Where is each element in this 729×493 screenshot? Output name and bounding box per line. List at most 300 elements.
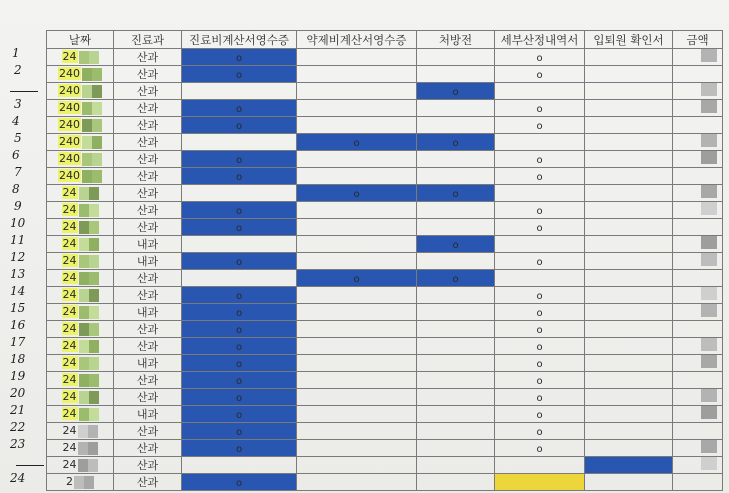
amount-cell xyxy=(673,372,723,389)
pharmacy-receipt-cell xyxy=(297,406,417,423)
dept-cell: 산과 xyxy=(114,117,182,134)
receipt-checklist-table xyxy=(46,30,723,491)
medical-receipt-cell xyxy=(182,440,297,457)
redacted-amount-icon xyxy=(701,185,717,198)
admission-certificate-cell xyxy=(585,83,673,100)
redacted-date-icon xyxy=(82,136,102,149)
handwritten-row-number: 23 xyxy=(10,437,26,451)
amount-cell xyxy=(673,117,723,134)
prescription-cell xyxy=(417,66,495,83)
amount-cell xyxy=(673,457,723,474)
date-cell xyxy=(47,151,114,168)
itemized-statement-cell xyxy=(495,474,585,491)
redacted-date-icon xyxy=(78,442,98,455)
date-cell xyxy=(47,304,114,321)
itemized-statement-cell xyxy=(495,304,585,321)
check-mark: o xyxy=(536,171,543,183)
date-cell xyxy=(47,406,114,423)
check-mark: o xyxy=(235,324,243,336)
check-mark: o xyxy=(536,307,543,319)
date-text: 24 xyxy=(62,356,77,370)
redacted-amount-icon xyxy=(701,151,717,164)
table-row xyxy=(47,83,723,100)
dept-cell: 산과 xyxy=(114,270,182,287)
handwritten-row-number: 12 xyxy=(10,250,26,264)
handwritten-row-number: 15 xyxy=(10,301,26,315)
prescription-cell xyxy=(417,168,495,185)
prescription-cell xyxy=(417,219,495,236)
medical-receipt-cell xyxy=(182,83,297,100)
table-row xyxy=(47,185,723,202)
date-text: 240 xyxy=(59,169,80,183)
amount-cell xyxy=(673,270,723,287)
table-row xyxy=(47,355,723,372)
redacted-amount-icon xyxy=(701,440,717,453)
date-text: 24 xyxy=(62,288,77,302)
table-row xyxy=(47,474,723,491)
medical-receipt-cell xyxy=(182,270,297,287)
date-cell xyxy=(47,49,114,66)
handwritten-row-number: 21 xyxy=(10,403,26,417)
medical-receipt-cell xyxy=(182,202,297,219)
table-row xyxy=(47,270,723,287)
handwritten-row-number: 7 xyxy=(14,165,22,179)
date-text: 24 xyxy=(62,458,77,472)
check-mark: o xyxy=(452,239,459,251)
check-mark: o xyxy=(235,120,243,132)
redacted-amount-icon xyxy=(701,134,717,147)
date-text: 24 xyxy=(62,441,77,455)
amount-cell xyxy=(673,321,723,338)
handwritten-dash xyxy=(10,91,38,92)
dept-cell: 산과 xyxy=(114,185,182,202)
date-text: 24 xyxy=(62,220,77,234)
amount-cell xyxy=(673,100,723,117)
date-text: 240 xyxy=(59,118,80,132)
date-text: 24 xyxy=(62,271,77,285)
dept-cell: 산과 xyxy=(114,423,182,440)
amount-cell xyxy=(673,134,723,151)
dept-cell: 산과 xyxy=(114,372,182,389)
redacted-date-icon xyxy=(82,153,102,166)
check-mark: o xyxy=(353,188,360,200)
medical-receipt-cell xyxy=(182,49,297,66)
check-mark: o xyxy=(536,103,543,115)
check-mark: o xyxy=(235,69,243,81)
itemized-statement-cell xyxy=(495,83,585,100)
date-text: 24 xyxy=(62,186,77,200)
redacted-date-icon xyxy=(79,255,99,268)
redacted-amount-icon xyxy=(701,83,717,96)
table-row xyxy=(47,457,723,474)
date-cell xyxy=(47,423,114,440)
itemized-statement-cell xyxy=(495,151,585,168)
amount-cell xyxy=(673,168,723,185)
date-cell xyxy=(47,134,114,151)
table-row xyxy=(47,151,723,168)
check-mark: o xyxy=(536,341,543,353)
handwritten-row-number: 14 xyxy=(10,284,26,298)
table-row xyxy=(47,168,723,185)
admission-certificate-cell xyxy=(585,304,673,321)
pharmacy-receipt-cell xyxy=(297,66,417,83)
prescription-cell xyxy=(417,372,495,389)
medical-receipt-cell xyxy=(182,219,297,236)
table-row xyxy=(47,406,723,423)
header-amount: 금액 xyxy=(673,31,723,49)
check-mark: o xyxy=(536,409,543,421)
date-cell xyxy=(47,321,114,338)
pharmacy-receipt-cell xyxy=(297,389,417,406)
itemized-statement-cell xyxy=(495,338,585,355)
amount-cell xyxy=(673,219,723,236)
itemized-statement-cell xyxy=(495,219,585,236)
medical-receipt-cell xyxy=(182,117,297,134)
date-text: 24 xyxy=(62,203,77,217)
table-row xyxy=(47,49,723,66)
medical-receipt-cell xyxy=(182,355,297,372)
header-dept: 진료과 xyxy=(114,31,182,49)
check-mark: o xyxy=(235,103,243,115)
amount-cell xyxy=(673,287,723,304)
redacted-amount-icon xyxy=(701,287,717,300)
amount-cell xyxy=(673,83,723,100)
table-row xyxy=(47,304,723,321)
date-cell xyxy=(47,389,114,406)
itemized-statement-cell xyxy=(495,423,585,440)
handwritten-row-number: 11 xyxy=(10,233,26,247)
itemized-statement-cell xyxy=(495,117,585,134)
table-row xyxy=(47,389,723,406)
redacted-date-icon xyxy=(79,221,99,234)
handwritten-row-number: 22 xyxy=(10,420,26,434)
pharmacy-receipt-cell xyxy=(297,117,417,134)
handwritten-row-number: 10 xyxy=(10,216,26,230)
table-row xyxy=(47,321,723,338)
check-mark: o xyxy=(536,69,543,81)
admission-certificate-cell xyxy=(585,440,673,457)
redacted-amount-icon xyxy=(701,406,717,419)
itemized-statement-cell xyxy=(495,49,585,66)
date-cell xyxy=(47,117,114,134)
date-text: 240 xyxy=(59,67,80,81)
check-mark: o xyxy=(235,409,243,421)
date-text: 240 xyxy=(59,84,80,98)
check-mark: o xyxy=(235,443,243,455)
medical-receipt-cell xyxy=(182,287,297,304)
date-text: 24 xyxy=(62,390,77,404)
prescription-cell xyxy=(417,474,495,491)
amount-cell xyxy=(673,202,723,219)
table-row xyxy=(47,287,723,304)
check-mark: o xyxy=(452,188,459,200)
admission-certificate-cell xyxy=(585,100,673,117)
handwritten-row-number: 16 xyxy=(10,318,26,332)
amount-cell xyxy=(673,304,723,321)
pharmacy-receipt-cell xyxy=(297,372,417,389)
pharmacy-receipt-cell xyxy=(297,185,417,202)
medical-receipt-cell xyxy=(182,100,297,117)
date-text: 240 xyxy=(59,101,80,115)
pharmacy-receipt-cell xyxy=(297,151,417,168)
admission-certificate-cell xyxy=(585,66,673,83)
medical-receipt-cell xyxy=(182,134,297,151)
check-mark: o xyxy=(235,290,243,302)
admission-certificate-cell xyxy=(585,321,673,338)
redacted-amount-icon xyxy=(701,100,717,113)
pharmacy-receipt-cell xyxy=(297,100,417,117)
date-cell xyxy=(47,355,114,372)
date-text: 2 xyxy=(66,475,73,489)
check-mark: o xyxy=(536,392,543,404)
medical-receipt-cell xyxy=(182,321,297,338)
check-mark: o xyxy=(536,375,543,387)
redacted-date-icon xyxy=(79,391,99,404)
pharmacy-receipt-cell xyxy=(297,270,417,287)
amount-cell xyxy=(673,66,723,83)
amount-cell xyxy=(673,151,723,168)
itemized-statement-cell xyxy=(495,372,585,389)
handwritten-row-number: 9 xyxy=(14,199,22,213)
redacted-date-icon xyxy=(79,238,99,251)
dept-cell: 산과 xyxy=(114,83,182,100)
header-row xyxy=(47,31,723,49)
check-mark: o xyxy=(536,324,543,336)
pharmacy-receipt-cell xyxy=(297,304,417,321)
header-admission-certificate: 입퇴원 확인서 xyxy=(585,31,673,49)
date-cell xyxy=(47,253,114,270)
date-cell xyxy=(47,287,114,304)
itemized-statement-cell xyxy=(495,253,585,270)
handwritten-row-number: 8 xyxy=(12,182,20,196)
redacted-date-icon xyxy=(79,289,99,302)
check-mark: o xyxy=(536,154,543,166)
table-body xyxy=(47,49,723,491)
redacted-date-icon xyxy=(79,357,99,370)
redacted-date-icon xyxy=(79,51,99,64)
check-mark: o xyxy=(536,443,543,455)
amount-cell xyxy=(673,236,723,253)
admission-certificate-cell xyxy=(585,168,673,185)
handwritten-row-number: 19 xyxy=(10,369,26,383)
amount-cell xyxy=(673,474,723,491)
handwritten-row-number: 24 xyxy=(10,471,26,485)
handwritten-row-number: 1 xyxy=(12,46,20,60)
pharmacy-receipt-cell xyxy=(297,168,417,185)
check-mark: o xyxy=(235,358,243,370)
admission-certificate-cell xyxy=(585,202,673,219)
redacted-amount-icon xyxy=(701,253,717,266)
check-mark: o xyxy=(235,392,243,404)
dept-cell: 산과 xyxy=(114,457,182,474)
handwritten-dash xyxy=(16,465,44,466)
itemized-statement-cell xyxy=(495,202,585,219)
itemized-statement-cell xyxy=(495,100,585,117)
dept-cell: 산과 xyxy=(114,168,182,185)
redacted-date-icon xyxy=(79,204,99,217)
pharmacy-receipt-cell xyxy=(297,134,417,151)
date-cell xyxy=(47,457,114,474)
check-mark: o xyxy=(235,307,243,319)
admission-certificate-cell xyxy=(585,474,673,491)
prescription-cell xyxy=(417,389,495,406)
redacted-amount-icon xyxy=(701,236,717,249)
dept-cell: 내과 xyxy=(114,253,182,270)
prescription-cell xyxy=(417,338,495,355)
date-cell xyxy=(47,372,114,389)
check-mark: o xyxy=(452,86,459,98)
date-cell xyxy=(47,100,114,117)
pharmacy-receipt-cell xyxy=(297,287,417,304)
amount-cell xyxy=(673,440,723,457)
amount-cell xyxy=(673,338,723,355)
itemized-statement-cell xyxy=(495,355,585,372)
prescription-cell xyxy=(417,49,495,66)
check-mark: o xyxy=(536,256,543,268)
admission-certificate-cell xyxy=(585,270,673,287)
admission-certificate-cell xyxy=(585,49,673,66)
itemized-statement-cell xyxy=(495,440,585,457)
check-mark: o xyxy=(536,290,543,302)
handwritten-row-number: 6 xyxy=(12,148,20,162)
prescription-cell xyxy=(417,304,495,321)
date-text: 24 xyxy=(62,305,77,319)
handwritten-row-number: 2 xyxy=(14,63,22,77)
admission-certificate-cell xyxy=(585,219,673,236)
handwritten-row-number: 4 xyxy=(12,114,20,128)
table-row xyxy=(47,423,723,440)
prescription-cell xyxy=(417,440,495,457)
prescription-cell xyxy=(417,355,495,372)
date-text: 240 xyxy=(59,135,80,149)
amount-cell xyxy=(673,355,723,372)
prescription-cell xyxy=(417,236,495,253)
dept-cell: 산과 xyxy=(114,338,182,355)
date-cell xyxy=(47,474,114,491)
date-text: 24 xyxy=(62,339,77,353)
itemized-statement-cell xyxy=(495,389,585,406)
date-cell xyxy=(47,185,114,202)
prescription-cell xyxy=(417,117,495,134)
dept-cell: 산과 xyxy=(114,100,182,117)
check-mark: o xyxy=(353,273,360,285)
pharmacy-receipt-cell xyxy=(297,49,417,66)
prescription-cell xyxy=(417,406,495,423)
handwritten-row-number: 17 xyxy=(10,335,26,349)
table-row xyxy=(47,253,723,270)
check-mark: o xyxy=(536,222,543,234)
dept-cell: 내과 xyxy=(114,355,182,372)
redacted-date-icon xyxy=(79,306,99,319)
redacted-amount-icon xyxy=(701,304,717,317)
prescription-cell xyxy=(417,151,495,168)
medical-receipt-cell xyxy=(182,304,297,321)
admission-certificate-cell xyxy=(585,134,673,151)
itemized-statement-cell xyxy=(495,236,585,253)
redacted-date-icon xyxy=(78,425,98,438)
medical-receipt-cell xyxy=(182,406,297,423)
itemized-statement-cell xyxy=(495,287,585,304)
dept-cell: 산과 xyxy=(114,202,182,219)
handwritten-row-number: 13 xyxy=(10,267,26,281)
pharmacy-receipt-cell xyxy=(297,236,417,253)
admission-certificate-cell xyxy=(585,338,673,355)
amount-cell xyxy=(673,185,723,202)
admission-certificate-cell xyxy=(585,117,673,134)
prescription-cell xyxy=(417,134,495,151)
admission-certificate-cell xyxy=(585,372,673,389)
redacted-date-icon xyxy=(79,408,99,421)
prescription-cell xyxy=(417,287,495,304)
date-text: 24 xyxy=(62,407,77,421)
date-text: 24 xyxy=(62,322,77,336)
header-pharmacy-receipt: 약제비계산서영수증 xyxy=(297,31,417,49)
prescription-cell xyxy=(417,423,495,440)
medical-receipt-cell xyxy=(182,236,297,253)
redacted-date-icon xyxy=(78,459,98,472)
check-mark: o xyxy=(536,426,543,438)
redacted-date-icon xyxy=(74,476,94,489)
dept-cell: 산과 xyxy=(114,321,182,338)
table-row xyxy=(47,236,723,253)
check-mark: o xyxy=(235,256,243,268)
check-mark: o xyxy=(235,205,243,217)
redacted-date-icon xyxy=(79,340,99,353)
redacted-date-icon xyxy=(82,170,102,183)
admission-certificate-cell xyxy=(585,151,673,168)
pharmacy-receipt-cell xyxy=(297,474,417,491)
date-cell xyxy=(47,168,114,185)
check-mark: o xyxy=(452,273,459,285)
date-text: 240 xyxy=(59,152,80,166)
admission-certificate-cell xyxy=(585,457,673,474)
amount-cell xyxy=(673,406,723,423)
date-cell xyxy=(47,202,114,219)
header-itemized-statement: 세부산정내역서 xyxy=(495,31,585,49)
redacted-amount-icon xyxy=(701,49,717,62)
redacted-amount-icon xyxy=(701,202,717,215)
table-row xyxy=(47,338,723,355)
check-mark: o xyxy=(235,341,243,353)
handwritten-row-number: 3 xyxy=(14,97,22,111)
table-row xyxy=(47,66,723,83)
date-cell xyxy=(47,83,114,100)
amount-cell xyxy=(673,49,723,66)
table-row xyxy=(47,372,723,389)
pharmacy-receipt-cell xyxy=(297,440,417,457)
redacted-date-icon xyxy=(82,119,102,132)
date-text: 24 xyxy=(62,424,77,438)
redacted-amount-icon xyxy=(701,457,717,470)
prescription-cell xyxy=(417,321,495,338)
medical-receipt-cell xyxy=(182,151,297,168)
pharmacy-receipt-cell xyxy=(297,219,417,236)
prescription-cell xyxy=(417,457,495,474)
admission-certificate-cell xyxy=(585,423,673,440)
itemized-statement-cell xyxy=(495,270,585,287)
pharmacy-receipt-cell xyxy=(297,355,417,372)
pharmacy-receipt-cell xyxy=(297,83,417,100)
prescription-cell xyxy=(417,202,495,219)
date-text: 24 xyxy=(62,254,77,268)
redacted-date-icon xyxy=(82,102,102,115)
dept-cell: 산과 xyxy=(114,389,182,406)
handwritten-row-number: 18 xyxy=(10,352,26,366)
header-prescription: 처방전 xyxy=(417,31,495,49)
medical-receipt-cell xyxy=(182,338,297,355)
prescription-cell xyxy=(417,83,495,100)
pharmacy-receipt-cell xyxy=(297,253,417,270)
